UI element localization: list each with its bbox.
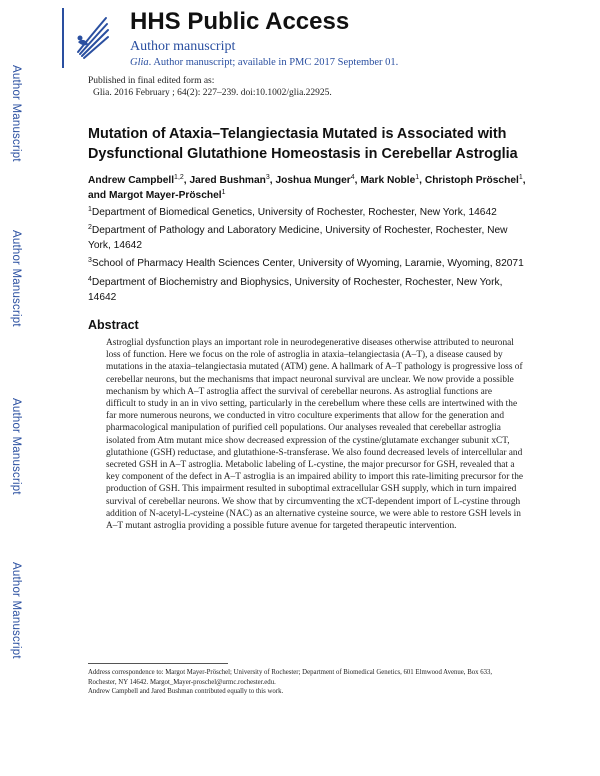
contribution-note: Andrew Campbell and Jared Bushman contributed equally to this work. [88,688,284,695]
author-affil-sup: 3 [265,174,270,181]
header-journal-line [130,57,398,68]
side-label-author-manuscript: Author Manuscript [10,65,22,162]
journal-name: Glia [130,57,149,68]
author-affil-sup: 1 [518,174,523,181]
affiliation [88,224,528,253]
author-affil-sup: 1,2 [174,174,184,181]
affiliation-text: Department of Pathology and Laboratory Medicine, University of Rochester, Rochester, New York, 14642 [88,225,508,251]
author-affil-sup: 1 [415,174,420,181]
side-label-author-manuscript: Author Manuscript [10,230,22,327]
author-name: Jared Bushman [189,175,266,186]
published-in-label: Published in final edited form as: [88,76,215,86]
author-affil-sup: 1 [221,188,226,196]
citation-line: Glia. 2016 February ; 64(2): 227–239. doi:10.1002/glia.22925. [93,88,332,98]
abstract-heading: Abstract [88,318,139,332]
author-list: Andrew Campbell$^{1,2}$, Jared Bushman$^3$, Joshua Munger$^4$, Mark Noble$^1$, Christoph Pröschel$^1$, and Margot Mayer-Pröschel$^1$ [88,174,526,201]
header-divider [62,8,64,68]
author-name: Mark Noble [360,175,416,186]
affiliation-sup: 4 [88,276,92,283]
header-title: HHS Public Access [130,8,350,35]
affiliation [88,257,528,272]
article-title: Mutation of Ataxia–Telangiectasia Mutated is Associated with Dysfunctional Glutathione Homeostasis in Cerebellar Astroglia [88,126,518,162]
affiliation-sup: 2 [88,224,92,231]
author-affil-sup: 4 [350,174,355,181]
author-name: Margot Mayer-Pröschel [108,189,222,201]
affiliation-text: School of Pharmacy Health Sciences Center, University of Wyoming, Laramie, Wyoming, 82071 [91,258,524,269]
affiliation [88,276,528,305]
hhs-eagle-logo-icon [72,12,112,60]
affiliation-sup: 1 [88,206,92,213]
journal-availability: . Author manuscript; available in PMC 2017 September 01. [148,57,399,68]
affiliation-sup: 3 [88,257,92,264]
affiliation [88,206,528,221]
affiliation-text: Department of Biomedical Genetics, University of Rochester, Rochester, New York, 14642 [91,207,497,218]
side-label-author-manuscript: Author Manuscript [10,398,22,495]
correspondence-note: Address correspondence to: Margot Mayer-Pröschel; University of Rochester; Department of Biomedical Genetics, 601 Elmwood Avenue, Box 633, Rochester, NY 14642. Margot_Mayer-proschel@urmc.rochester.edu. [88,669,493,686]
author-name: Christoph Pröschel [424,175,519,186]
author-name: Andrew Campbell [88,175,175,186]
footnote-divider [88,663,228,664]
abstract-body: Astroglial dysfunction plays an important role in neurodegenerative diseases otherwise attributed to neuronal loss of function. Here we focus on the role of astroglia in ataxia–telangiectasia (A–T), a disease caused by mutations in the ataxia–telangiectasia mutated (ATM) gene. A hallmark of A–T pathology is progressive loss of cerebellar neurons, but the mechanisms that impact neuronal survival are unclear. We now provide a possible mechanism by which A–T astroglia affect the survival of cerebellar neurons. As astroglial functions are difficult to study in an in vivo setting, particularly in the cerebellum where these cells are intertwined with the far more numerous neurons, we conducted in vitro coculture experiments that allow for the generation and pharmacological manipulation of purified cell populations. Our analyses revealed that cerebellar astroglia isolated from Atm mutant mice show decreased expression of the cystine/glutamate exchanger subunit xCT, glutathione (GSH) reductase, and glutathione-S-transferase. We also found decreased levels of intercellular and secreted GSH in A–T astroglia. Metabolic labeling of L-cystine, the major precursor for GSH, revealed that a key component of the defect in A–T astroglia is an impaired ability to import this rate-limiting precursor for the production of GSH. This impairment resulted in suboptimal extracellular GSH supply, which in turn impaired survival of cerebellar neurons. We show that by circumventing the xCT-dependent import of L-cystine through addition of N-acetyl-L-cysteine (NAC) as an alternative cysteine source, we were able to restore GSH levels in A–T mutant astroglia providing a possible future avenue for targeted therapeutic intervention. [106,338,524,532]
side-label-author-manuscript: Author Manuscript [10,562,22,659]
author-name: Joshua Munger [275,175,351,186]
footnotes [88,668,508,697]
header-subtitle: Author manuscript [130,39,236,54]
affiliation-text: Department of Biochemistry and Biophysics, University of Rochester, Rochester, New York, 14642 [88,277,503,303]
